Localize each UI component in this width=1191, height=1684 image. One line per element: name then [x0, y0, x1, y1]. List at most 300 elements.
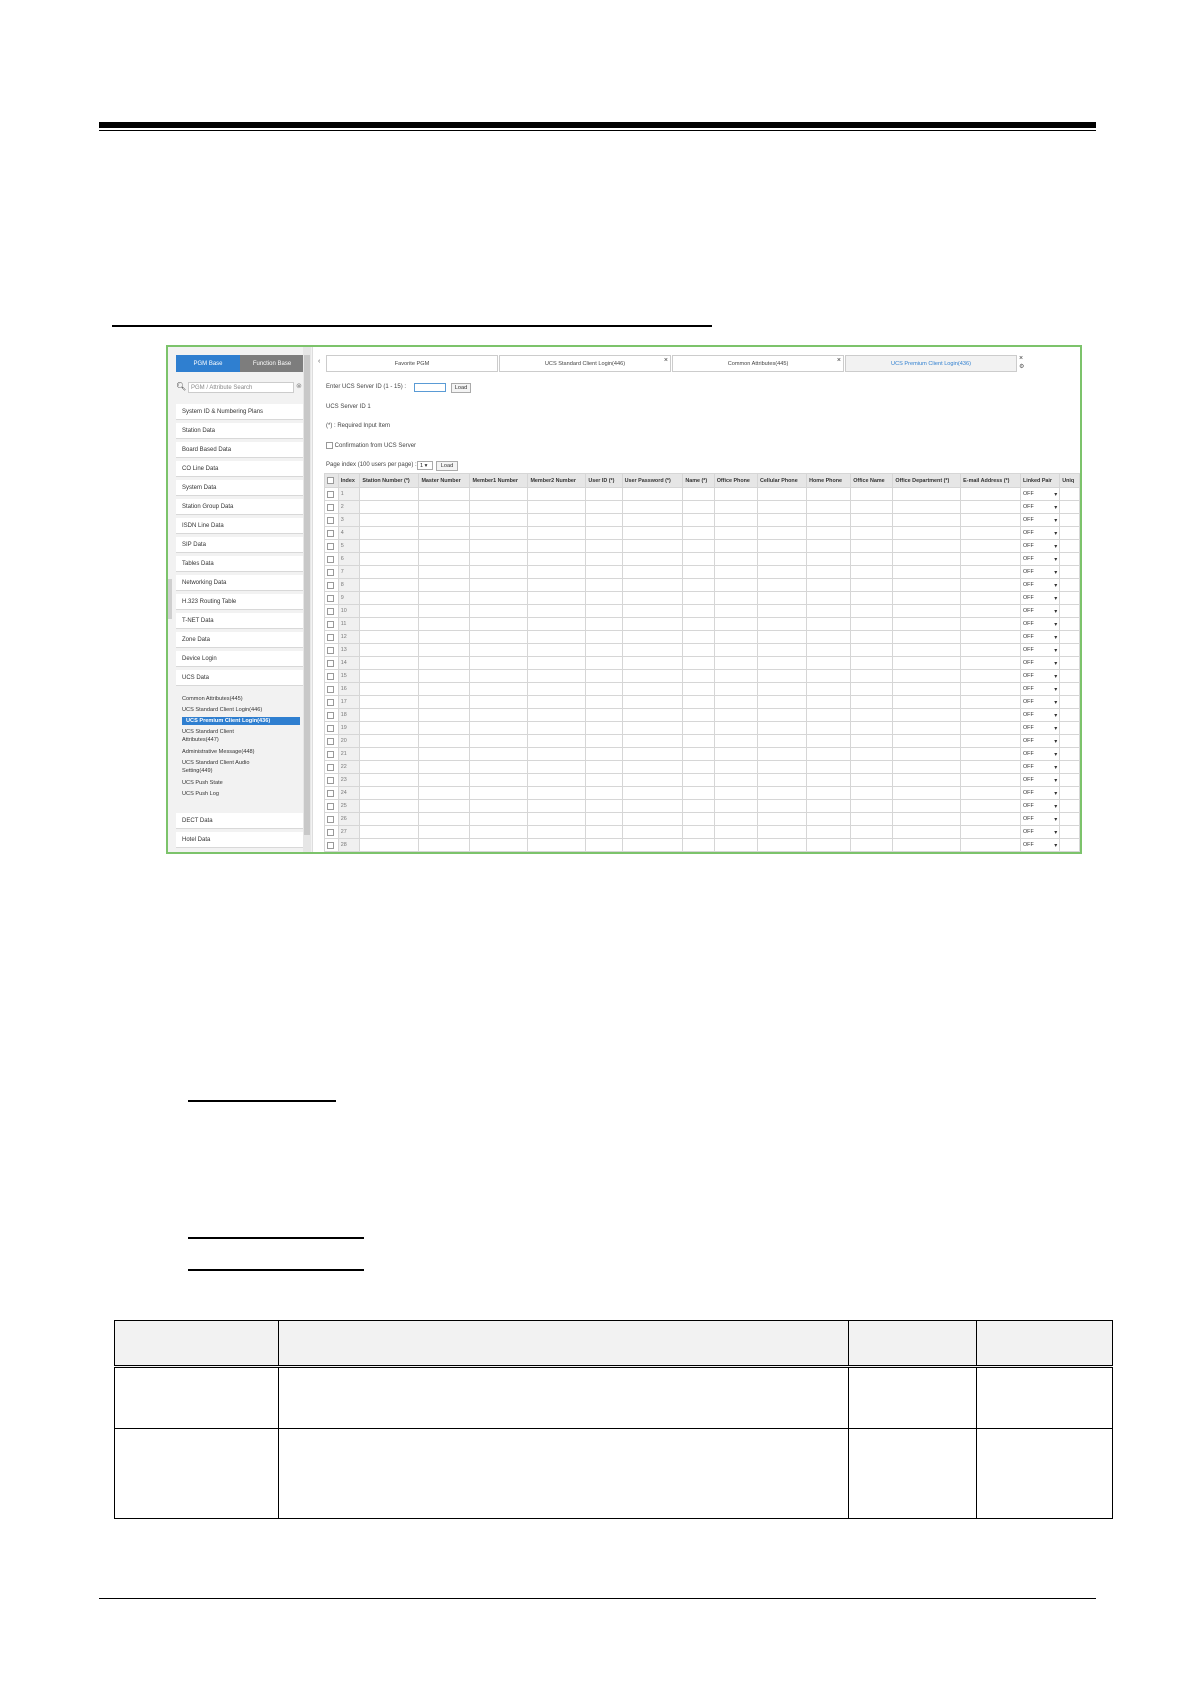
- row-checkbox[interactable]: [327, 712, 334, 719]
- table-cell[interactable]: [528, 800, 586, 813]
- table-cell[interactable]: [961, 605, 1021, 618]
- row-checkbox[interactable]: [327, 647, 334, 654]
- table-cell[interactable]: [757, 709, 806, 722]
- table-cell[interactable]: [807, 618, 851, 631]
- row-checkbox[interactable]: [327, 543, 334, 550]
- sidebar-item[interactable]: Networking Data: [176, 575, 304, 591]
- table-cell[interactable]: [622, 488, 683, 501]
- load-button[interactable]: Load: [451, 383, 471, 393]
- table-cell[interactable]: [419, 826, 470, 839]
- table-cell[interactable]: [419, 592, 470, 605]
- table-cell[interactable]: [714, 657, 757, 670]
- table-cell[interactable]: [893, 787, 961, 800]
- table-cell[interactable]: [528, 592, 586, 605]
- table-cell[interactable]: [360, 670, 419, 683]
- linked-pair-select[interactable]: [1020, 540, 1059, 553]
- table-cell[interactable]: [470, 527, 528, 540]
- row-checkbox[interactable]: [327, 725, 334, 732]
- table-cell[interactable]: [1060, 670, 1080, 683]
- table-cell[interactable]: [893, 501, 961, 514]
- table-cell[interactable]: [419, 579, 470, 592]
- table-cell[interactable]: [961, 774, 1021, 787]
- linked-pair-select[interactable]: [1020, 631, 1059, 644]
- table-cell[interactable]: [683, 670, 714, 683]
- sidebar-item[interactable]: System ID & Numbering Plans: [176, 404, 304, 420]
- table-cell[interactable]: [622, 540, 683, 553]
- table-cell[interactable]: [419, 631, 470, 644]
- row-checkbox[interactable]: [327, 504, 334, 511]
- table-cell[interactable]: [470, 501, 528, 514]
- row-checkbox[interactable]: [327, 660, 334, 667]
- table-cell[interactable]: [961, 553, 1021, 566]
- table-cell[interactable]: [893, 774, 961, 787]
- row-checkbox[interactable]: [327, 686, 334, 693]
- table-cell[interactable]: [714, 618, 757, 631]
- table-cell[interactable]: [586, 787, 622, 800]
- row-checkbox[interactable]: [327, 673, 334, 680]
- table-cell[interactable]: [360, 839, 419, 852]
- table-cell[interactable]: [714, 579, 757, 592]
- table-cell[interactable]: [757, 644, 806, 657]
- table-cell[interactable]: [757, 631, 806, 644]
- table-cell[interactable]: [851, 826, 893, 839]
- table-cell[interactable]: [470, 631, 528, 644]
- table-cell[interactable]: [757, 605, 806, 618]
- table-cell[interactable]: [961, 579, 1021, 592]
- table-cell[interactable]: [622, 800, 683, 813]
- table-cell[interactable]: [807, 813, 851, 826]
- table-cell[interactable]: [360, 618, 419, 631]
- row-checkbox[interactable]: [327, 634, 334, 641]
- table-cell[interactable]: [1060, 839, 1080, 852]
- table-cell[interactable]: [1060, 709, 1080, 722]
- table-cell[interactable]: [528, 826, 586, 839]
- table-cell[interactable]: [683, 800, 714, 813]
- table-cell[interactable]: [714, 722, 757, 735]
- table-cell[interactable]: [1060, 566, 1080, 579]
- table-cell[interactable]: [961, 709, 1021, 722]
- table-cell[interactable]: [360, 826, 419, 839]
- sidebar-item[interactable]: Hotel Data: [176, 832, 304, 848]
- table-cell[interactable]: [714, 514, 757, 527]
- table-cell[interactable]: [622, 566, 683, 579]
- table-cell[interactable]: [622, 657, 683, 670]
- linked-pair-select[interactable]: [1020, 670, 1059, 683]
- table-cell[interactable]: [419, 761, 470, 774]
- table-cell[interactable]: [622, 670, 683, 683]
- table-cell[interactable]: [622, 709, 683, 722]
- table-cell[interactable]: [714, 761, 757, 774]
- linked-pair-select[interactable]: [1020, 722, 1059, 735]
- table-cell[interactable]: [1060, 696, 1080, 709]
- tab-ucs-premium-client-login[interactable]: [845, 355, 1017, 372]
- table-cell[interactable]: [470, 813, 528, 826]
- row-checkbox[interactable]: [327, 790, 334, 797]
- linked-pair-select[interactable]: [1020, 709, 1059, 722]
- table-cell[interactable]: [528, 696, 586, 709]
- table-cell[interactable]: [893, 566, 961, 579]
- sidebar-subitem[interactable]: UCS Push State: [182, 780, 223, 786]
- table-cell[interactable]: [683, 514, 714, 527]
- table-cell[interactable]: [419, 605, 470, 618]
- table-cell[interactable]: [893, 839, 961, 852]
- row-checkbox[interactable]: [327, 842, 334, 849]
- table-cell[interactable]: [360, 748, 419, 761]
- table-cell[interactable]: [586, 722, 622, 735]
- table-cell[interactable]: [683, 813, 714, 826]
- table-cell[interactable]: [419, 709, 470, 722]
- table-cell[interactable]: [470, 839, 528, 852]
- table-cell[interactable]: [893, 644, 961, 657]
- table-cell[interactable]: [622, 605, 683, 618]
- table-cell[interactable]: [714, 566, 757, 579]
- table-cell[interactable]: [851, 618, 893, 631]
- table-cell[interactable]: [470, 696, 528, 709]
- table-cell[interactable]: [470, 540, 528, 553]
- table-cell[interactable]: [757, 722, 806, 735]
- table-cell[interactable]: [893, 527, 961, 540]
- table-cell[interactable]: [1060, 592, 1080, 605]
- table-cell[interactable]: [1060, 553, 1080, 566]
- table-cell[interactable]: [757, 553, 806, 566]
- table-cell[interactable]: [470, 488, 528, 501]
- table-cell[interactable]: [360, 579, 419, 592]
- table-cell[interactable]: [528, 540, 586, 553]
- table-cell[interactable]: [714, 540, 757, 553]
- table-cell[interactable]: [419, 618, 470, 631]
- row-checkbox[interactable]: [327, 595, 334, 602]
- table-cell[interactable]: [528, 657, 586, 670]
- row-checkbox[interactable]: [327, 621, 334, 628]
- table-cell[interactable]: [683, 826, 714, 839]
- table-cell[interactable]: [851, 839, 893, 852]
- table-cell[interactable]: [714, 488, 757, 501]
- row-checkbox[interactable]: [327, 803, 334, 810]
- table-cell[interactable]: [528, 813, 586, 826]
- table-cell[interactable]: [893, 722, 961, 735]
- table-cell[interactable]: [807, 540, 851, 553]
- tab-common-attributes[interactable]: [672, 355, 844, 372]
- clear-icon[interactable]: ⊗: [296, 383, 302, 390]
- table-cell[interactable]: [961, 761, 1021, 774]
- sidebar-item[interactable]: System Data: [176, 480, 304, 496]
- table-cell[interactable]: [757, 670, 806, 683]
- table-cell[interactable]: [528, 631, 586, 644]
- table-cell[interactable]: [1060, 800, 1080, 813]
- tab-favorite-pgm[interactable]: [326, 355, 498, 372]
- table-cell[interactable]: [1060, 774, 1080, 787]
- table-cell[interactable]: [419, 683, 470, 696]
- table-cell[interactable]: [622, 527, 683, 540]
- table-cell[interactable]: [893, 800, 961, 813]
- table-cell[interactable]: [470, 644, 528, 657]
- table-cell[interactable]: [757, 501, 806, 514]
- close-icon[interactable]: ×: [1019, 355, 1024, 362]
- table-cell[interactable]: [586, 644, 622, 657]
- table-cell[interactable]: [851, 800, 893, 813]
- table-cell[interactable]: [1060, 761, 1080, 774]
- table-cell[interactable]: [360, 722, 419, 735]
- gear-icon[interactable]: ⚙: [1019, 364, 1025, 370]
- table-cell[interactable]: [807, 787, 851, 800]
- table-cell[interactable]: [807, 488, 851, 501]
- table-cell[interactable]: [893, 605, 961, 618]
- table-cell[interactable]: [622, 631, 683, 644]
- table-cell[interactable]: [961, 787, 1021, 800]
- table-cell[interactable]: [851, 774, 893, 787]
- table-cell[interactable]: [757, 527, 806, 540]
- table-cell[interactable]: [851, 722, 893, 735]
- table-cell[interactable]: [683, 657, 714, 670]
- table-cell[interactable]: [1060, 501, 1080, 514]
- table-cell[interactable]: [419, 566, 470, 579]
- server-id-input[interactable]: [414, 383, 446, 392]
- table-cell[interactable]: [586, 800, 622, 813]
- tab-ucs-standard-client-login[interactable]: [499, 355, 671, 372]
- table-cell[interactable]: [683, 761, 714, 774]
- table-cell[interactable]: [586, 566, 622, 579]
- sidebar-item[interactable]: Station Group Data: [176, 499, 304, 515]
- table-cell[interactable]: [683, 618, 714, 631]
- table-cell[interactable]: [961, 670, 1021, 683]
- table-cell[interactable]: [807, 527, 851, 540]
- table-cell[interactable]: [360, 657, 419, 670]
- table-cell[interactable]: [1060, 631, 1080, 644]
- table-cell[interactable]: [586, 735, 622, 748]
- table-cell[interactable]: [1060, 527, 1080, 540]
- table-cell[interactable]: [807, 683, 851, 696]
- table-cell[interactable]: [622, 761, 683, 774]
- table-cell[interactable]: [961, 618, 1021, 631]
- table-cell[interactable]: [851, 683, 893, 696]
- table-cell[interactable]: [851, 592, 893, 605]
- sidebar-subitem[interactable]: UCS Premium Client Login(436): [182, 717, 300, 725]
- table-cell[interactable]: [419, 735, 470, 748]
- table-cell[interactable]: [470, 748, 528, 761]
- row-checkbox[interactable]: [327, 530, 334, 537]
- table-cell[interactable]: [528, 566, 586, 579]
- table-cell[interactable]: [360, 527, 419, 540]
- close-icon[interactable]: ×: [836, 357, 841, 364]
- table-cell[interactable]: [470, 579, 528, 592]
- table-cell[interactable]: [714, 670, 757, 683]
- row-checkbox[interactable]: [327, 738, 334, 745]
- row-checkbox[interactable]: [327, 764, 334, 771]
- table-cell[interactable]: [1060, 826, 1080, 839]
- table-cell[interactable]: [470, 618, 528, 631]
- linked-pair-select[interactable]: [1020, 488, 1059, 501]
- linked-pair-select[interactable]: [1020, 566, 1059, 579]
- table-cell[interactable]: [851, 696, 893, 709]
- table-cell[interactable]: [683, 696, 714, 709]
- table-cell[interactable]: [893, 514, 961, 527]
- table-cell[interactable]: [757, 748, 806, 761]
- table-cell[interactable]: [528, 579, 586, 592]
- table-cell[interactable]: [851, 709, 893, 722]
- table-cell[interactable]: [528, 722, 586, 735]
- table-cell[interactable]: [419, 748, 470, 761]
- table-cell[interactable]: [622, 592, 683, 605]
- table-cell[interactable]: [622, 826, 683, 839]
- table-cell[interactable]: [714, 813, 757, 826]
- table-cell[interactable]: [893, 592, 961, 605]
- table-cell[interactable]: [851, 501, 893, 514]
- table-cell[interactable]: [757, 579, 806, 592]
- table-cell[interactable]: [961, 813, 1021, 826]
- table-cell[interactable]: [360, 683, 419, 696]
- table-cell[interactable]: [961, 696, 1021, 709]
- table-cell[interactable]: [961, 683, 1021, 696]
- table-cell[interactable]: [622, 774, 683, 787]
- table-cell[interactable]: [683, 839, 714, 852]
- select-all-checkbox[interactable]: [327, 477, 334, 484]
- table-cell[interactable]: [961, 800, 1021, 813]
- table-cell[interactable]: [714, 839, 757, 852]
- row-checkbox[interactable]: [327, 517, 334, 524]
- table-cell[interactable]: [851, 813, 893, 826]
- table-cell[interactable]: [714, 800, 757, 813]
- table-cell[interactable]: [961, 592, 1021, 605]
- table-cell[interactable]: [1060, 540, 1080, 553]
- table-cell[interactable]: [683, 683, 714, 696]
- table-cell[interactable]: [360, 696, 419, 709]
- table-cell[interactable]: [586, 696, 622, 709]
- table-cell[interactable]: [851, 670, 893, 683]
- linked-pair-select[interactable]: [1020, 644, 1059, 657]
- table-cell[interactable]: [893, 553, 961, 566]
- table-cell[interactable]: [893, 709, 961, 722]
- table-cell[interactable]: [807, 709, 851, 722]
- table-cell[interactable]: [683, 787, 714, 800]
- table-cell[interactable]: [961, 631, 1021, 644]
- table-cell[interactable]: [757, 514, 806, 527]
- table-cell[interactable]: [470, 683, 528, 696]
- table-cell[interactable]: [470, 826, 528, 839]
- table-cell[interactable]: [360, 813, 419, 826]
- sidebar-item[interactable]: ISDN Line Data: [176, 518, 304, 534]
- sidebar-subitem[interactable]: UCS Standard Client Audio Setting(449): [182, 760, 250, 774]
- table-cell[interactable]: [807, 839, 851, 852]
- table-cell[interactable]: [807, 722, 851, 735]
- table-cell[interactable]: [528, 670, 586, 683]
- table-cell[interactable]: [528, 644, 586, 657]
- table-cell[interactable]: [622, 683, 683, 696]
- linked-pair-select[interactable]: [1020, 579, 1059, 592]
- page-index-select[interactable]: 1 ▾: [417, 461, 433, 470]
- table-cell[interactable]: [470, 800, 528, 813]
- sidebar-scrollbar-thumb[interactable]: [304, 355, 310, 835]
- page-load-button[interactable]: Load: [436, 461, 458, 471]
- table-cell[interactable]: [714, 735, 757, 748]
- table-cell[interactable]: [622, 553, 683, 566]
- table-cell[interactable]: [470, 787, 528, 800]
- table-cell[interactable]: [961, 722, 1021, 735]
- table-cell[interactable]: [419, 722, 470, 735]
- table-cell[interactable]: [757, 735, 806, 748]
- table-cell[interactable]: [360, 605, 419, 618]
- sidebar-collapse-handle[interactable]: [166, 579, 172, 619]
- table-cell[interactable]: [851, 579, 893, 592]
- row-checkbox[interactable]: [327, 777, 334, 784]
- linked-pair-select[interactable]: [1020, 813, 1059, 826]
- table-cell[interactable]: [893, 670, 961, 683]
- table-cell[interactable]: [683, 527, 714, 540]
- table-cell[interactable]: [757, 657, 806, 670]
- table-cell[interactable]: [586, 605, 622, 618]
- table-cell[interactable]: [470, 553, 528, 566]
- table-cell[interactable]: [807, 735, 851, 748]
- table-cell[interactable]: [807, 514, 851, 527]
- table-cell[interactable]: [807, 761, 851, 774]
- table-cell[interactable]: [586, 501, 622, 514]
- table-cell[interactable]: [961, 527, 1021, 540]
- table-cell[interactable]: [893, 579, 961, 592]
- table-cell[interactable]: [714, 527, 757, 540]
- table-cell[interactable]: [757, 774, 806, 787]
- table-cell[interactable]: [851, 605, 893, 618]
- table-cell[interactable]: [683, 579, 714, 592]
- table-cell[interactable]: [807, 566, 851, 579]
- table-cell[interactable]: [360, 644, 419, 657]
- table-cell[interactable]: [586, 813, 622, 826]
- table-cell[interactable]: [683, 540, 714, 553]
- table-cell[interactable]: [683, 592, 714, 605]
- table-cell[interactable]: [807, 631, 851, 644]
- table-cell[interactable]: [714, 501, 757, 514]
- table-cell[interactable]: [851, 748, 893, 761]
- table-cell[interactable]: [893, 735, 961, 748]
- table-cell[interactable]: [961, 826, 1021, 839]
- table-cell[interactable]: [528, 735, 586, 748]
- table-cell[interactable]: [683, 722, 714, 735]
- table-cell[interactable]: [528, 748, 586, 761]
- table-cell[interactable]: [622, 618, 683, 631]
- table-cell[interactable]: [360, 735, 419, 748]
- table-cell[interactable]: [419, 514, 470, 527]
- table-cell[interactable]: [470, 670, 528, 683]
- table-cell[interactable]: [586, 826, 622, 839]
- tab-function-base[interactable]: Function Base: [240, 355, 304, 372]
- table-cell[interactable]: [757, 592, 806, 605]
- table-cell[interactable]: [419, 657, 470, 670]
- table-cell[interactable]: [419, 696, 470, 709]
- table-cell[interactable]: [360, 566, 419, 579]
- table-cell[interactable]: [757, 839, 806, 852]
- table-cell[interactable]: [893, 540, 961, 553]
- sidebar-subitem[interactable]: UCS Standard Client Login(446): [182, 707, 263, 713]
- table-cell[interactable]: [851, 488, 893, 501]
- table-cell[interactable]: [893, 488, 961, 501]
- table-cell[interactable]: [360, 553, 419, 566]
- table-cell[interactable]: [586, 527, 622, 540]
- table-cell[interactable]: [851, 566, 893, 579]
- table-cell[interactable]: [851, 527, 893, 540]
- row-checkbox[interactable]: [327, 816, 334, 823]
- table-cell[interactable]: [683, 631, 714, 644]
- table-cell[interactable]: [528, 839, 586, 852]
- table-cell[interactable]: [961, 501, 1021, 514]
- table-cell[interactable]: [419, 488, 470, 501]
- table-cell[interactable]: [683, 501, 714, 514]
- row-checkbox[interactable]: [327, 569, 334, 576]
- table-cell[interactable]: [961, 488, 1021, 501]
- table-cell[interactable]: [586, 514, 622, 527]
- table-cell[interactable]: [683, 553, 714, 566]
- table-cell[interactable]: [528, 618, 586, 631]
- table-cell[interactable]: [714, 553, 757, 566]
- chevron-left-icon[interactable]: ‹: [318, 358, 321, 365]
- table-cell[interactable]: [528, 709, 586, 722]
